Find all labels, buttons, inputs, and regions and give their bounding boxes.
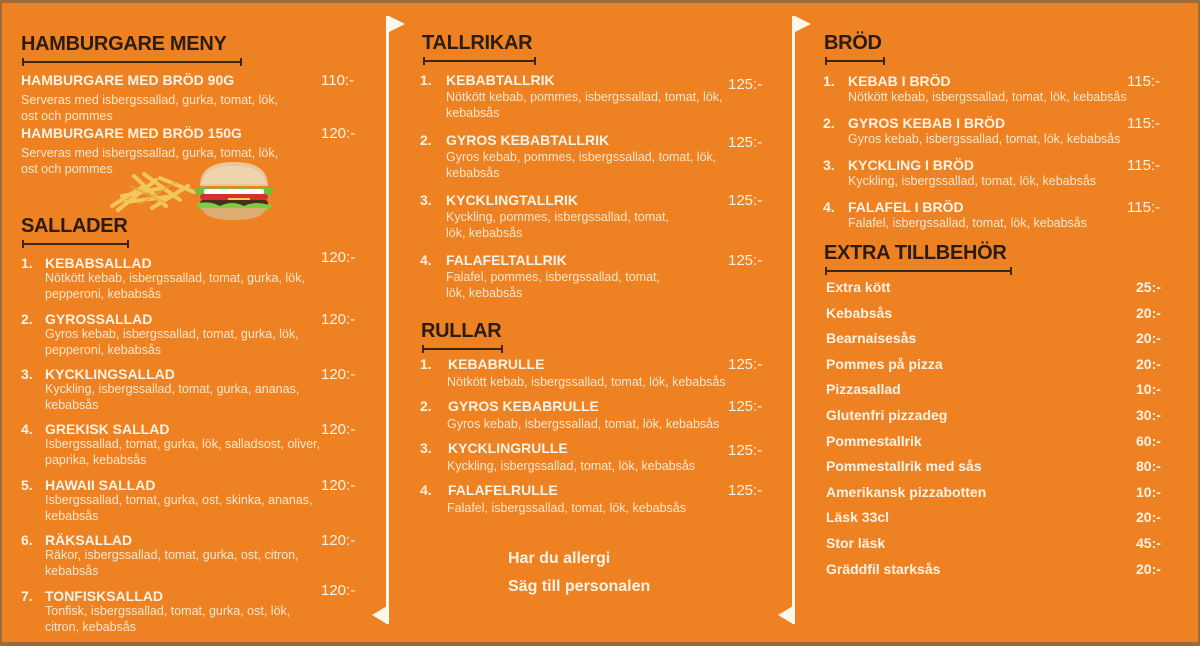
extra-item: Pommestallrik 60:-: [826, 433, 1161, 449]
extra-item: Läsk 33cl 20:-: [826, 509, 1161, 525]
section-heading-rullar: RULLAR: [421, 320, 501, 342]
extra-item: Pizzasallad 10:-: [826, 381, 1161, 397]
extra-item: Kebabsås 20:-: [826, 305, 1161, 321]
heading-underline: [825, 270, 1012, 272]
flag-icon: [389, 16, 405, 32]
extra-item: Glutenfri pizzadeg 30:-: [826, 407, 1161, 423]
flag-icon: [795, 16, 811, 32]
section-heading-hamburgare: HAMBURGARE MENY: [21, 33, 227, 55]
section-heading-extra: EXTRA TILLBEHÖR: [824, 242, 1007, 264]
extra-item: Bearnaisesås 20:-: [826, 330, 1161, 346]
heading-underline: [422, 348, 503, 350]
fries-and-burger-image: [104, 156, 274, 222]
column-divider-right: [792, 16, 795, 624]
extra-item: Extra kött 25:-: [826, 279, 1161, 295]
extra-item: Amerikansk pizzabotten 10:-: [826, 484, 1161, 500]
heading-underline: [22, 243, 129, 245]
flag-icon: [372, 606, 387, 624]
allergy-notice: Har du allergi: [508, 550, 611, 567]
section-heading-sallader: SALLADER: [21, 215, 128, 237]
section-heading-tallrikar: TALLRIKAR: [422, 32, 532, 54]
heading-underline: [825, 60, 885, 62]
heading-underline: [22, 61, 242, 63]
extra-item: Gräddfil starksås 20:-: [826, 561, 1161, 577]
section-heading-brod: BRÖD: [824, 32, 882, 54]
column-divider-left: [386, 16, 389, 624]
heading-underline: [423, 60, 536, 62]
extra-item: Pommestallrik med sås 80:-: [826, 458, 1161, 474]
flag-icon: [778, 606, 793, 624]
extra-item: Pommes på pizza 20:-: [826, 356, 1161, 372]
allergy-notice: Säg till personalen: [508, 578, 651, 595]
extra-item: Stor läsk 45:-: [826, 535, 1161, 551]
